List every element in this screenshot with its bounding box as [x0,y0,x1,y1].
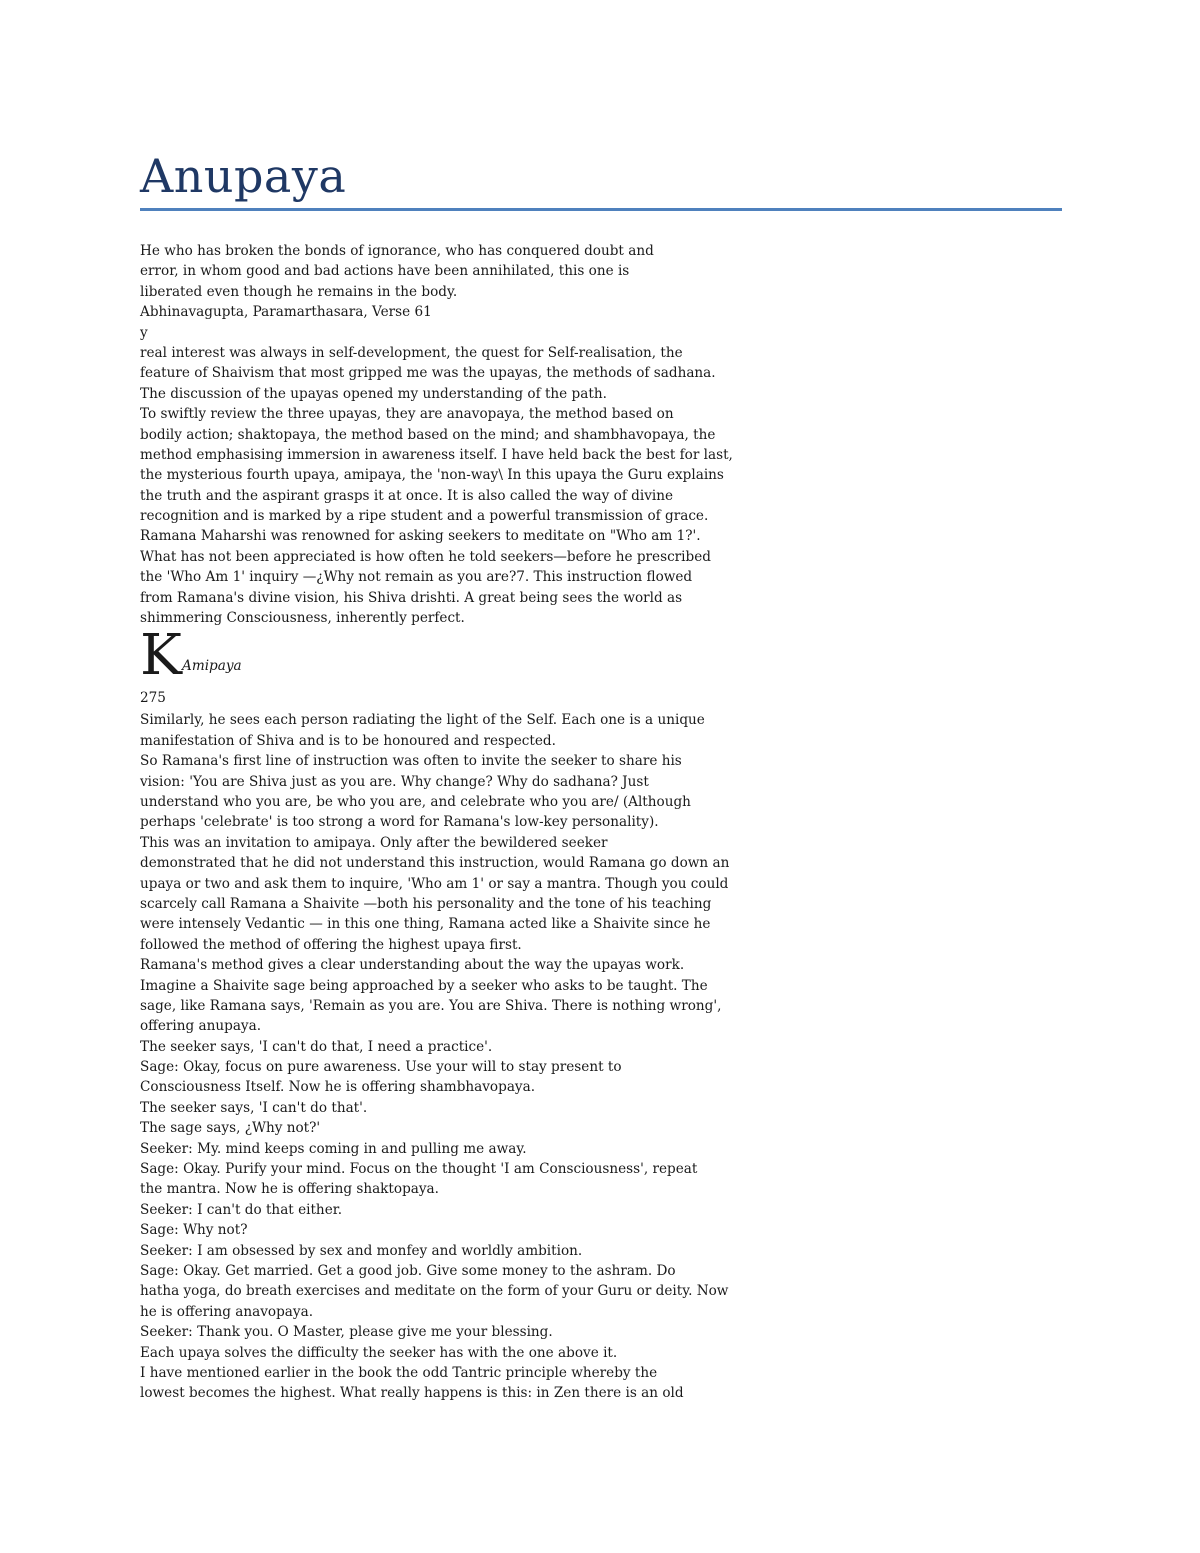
dropcap-block [140,623,780,689]
text-line: were intensely Vedantic — in this one thing, Ramana acted like a Shaivite since he [140,916,711,933]
text-line: Sage: Okay. Purify your mind. Focus on the thought 'I am Consciousness', repeat [140,1161,698,1178]
text-line: Seeker: I can't do that either. [140,1201,343,1218]
text-line: Imagine a Shaivite sage being approached by a seeker who asks to be taught. The [140,977,708,994]
text-line: I have mentioned earlier in the book the odd Tantric principle whereby the [140,1364,658,1381]
text-line: followed the method of offering the highest upaya first. [140,936,522,953]
text-line: lowest becomes the highest. What really happens is this: in Zen there is an old [140,1385,684,1402]
text-line: What has not been appreciated is how often he told seekers—before he prescribed [140,548,711,565]
text-line: Similarly, he sees each person radiating the light of the Self. Each one is a unique [140,712,705,729]
text-line: hatha yoga, do breath exercises and meditate on the form of your Guru or deity. Now [140,1283,729,1300]
text-line: The seeker says, 'I can't do that, I need a practice'. [140,1038,493,1055]
text-line: method emphasising immersion in awareness itself. I have held back the best for last, [140,446,733,463]
text-line: Ramana's method gives a clear understanding about the way the upayas work. [140,957,685,974]
section-heading: Amipaya [182,658,242,675]
text-line: demonstrated that he did not understand this instruction, would Ramana go down an [140,855,730,872]
text-line: the mantra. Now he is offering shaktopaya. [140,1181,439,1198]
text-line: Seeker: My. mind keeps coming in and pulling me away. [140,1140,527,1157]
text-line: bodily action; shaktopaya, the method based on the mind; and shambhavopaya, the [140,426,716,443]
text-line: shimmering Consciousness, inherently perfect. [140,610,465,627]
text-line: manifestation of Shiva and is to be honoured and respected. [140,732,556,749]
text-line: To swiftly review the three upayas, they are anavopaya, the method based on [140,406,674,423]
text-line: This was an invitation to amipaya. Only after the bewildered seeker [140,834,608,851]
text-line: Sage: Okay, focus on pure awareness. Use your will to stay present to [140,1059,622,1076]
page-number: 275 [140,690,166,707]
text-line: The seeker says, 'I can't do that'. [140,1099,368,1116]
text-line: the truth and the aspirant grasps it at once. It is also called the way of divine [140,487,674,504]
text-line: from Ramana's divine vision, his Shiva drishti. A great being sees the world as [140,589,683,606]
text-line: feature of Shaivism that most gripped me was the upayas, the methods of sadhana. [140,365,716,382]
dropcap-letter: K [140,623,182,689]
text-line: Consciousness Itself. Now he is offering shambhavopaya. [140,1079,536,1096]
text-line: scarcely call Ramana a Shaivite —both his personality and the tone of his teaching [140,895,712,912]
text-line: Each upaya solves the difficulty the seeker has with the one above it. [140,1344,618,1361]
text-line: Seeker: Thank you. O Master, please give me your blessing. [140,1324,553,1341]
text-line: perhaps 'celebrate' is too strong a word for Ramana's low-key personality). [140,814,659,831]
text-line: the 'Who Am 1' inquiry —¿Why not remain as you are?7. This instruction flowed [140,569,693,586]
text-line: Abhinavagupta, Paramarthasara, Verse 61 [140,304,432,321]
text-line: Sage: Okay. Get married. Get a good job. Give some money to the ashram. Do [140,1262,676,1279]
text-line: upaya or two and ask them to inquire, 'Who am 1' or say a mantra. Though you could [140,875,729,892]
text-line: sage, like Ramana says, 'Remain as you are. You are Shiva. There is nothing wrong', [140,997,722,1014]
text-line: The sage says, ¿Why not?' [140,1120,321,1137]
text-line: So Ramana's first line of instruction was often to invite the seeker to share his [140,753,682,770]
text-line: recognition and is marked by a ripe student and a powerful transmission of grace. [140,508,709,525]
title-underline [140,208,1062,211]
text-line: The discussion of the upayas opened my understanding of the path. [140,385,607,402]
top-paragraphs [140,241,780,628]
page-title: Anupaya [140,149,347,203]
text-line: error, in whom good and bad actions have been annihilated, this one is [140,263,630,280]
text-line: vision: 'You are Shiva just as you are. Why change? Why do sadhana? Just [140,773,649,790]
text-line: the mysterious fourth upaya, amipaya, the 'non-way\ In this upaya the Guru explains [140,467,724,484]
bottom-paragraphs [140,710,780,1403]
text-line: he is offering anavopaya. [140,1303,314,1320]
text-line: Ramana Maharshi was renowned for asking seekers to meditate on "Who am 1?'. [140,528,701,545]
text-line: y [140,324,148,341]
text-line: Sage: Why not? [140,1222,248,1239]
text-line: offering anupaya. [140,1018,262,1035]
text-line: liberated even though he remains in the body. [140,283,458,300]
text-line: real interest was always in self-development, the quest for Self-realisation, the [140,344,683,361]
text-line: Seeker: I am obsessed by sex and monfey and worldly ambition. [140,1242,583,1259]
text-line: understand who you are, be who you are, and celebrate who you are/ (Although [140,793,691,810]
body-text [140,241,780,1404]
text-line: He who has broken the bonds of ignorance, who has conquered doubt and [140,243,654,259]
